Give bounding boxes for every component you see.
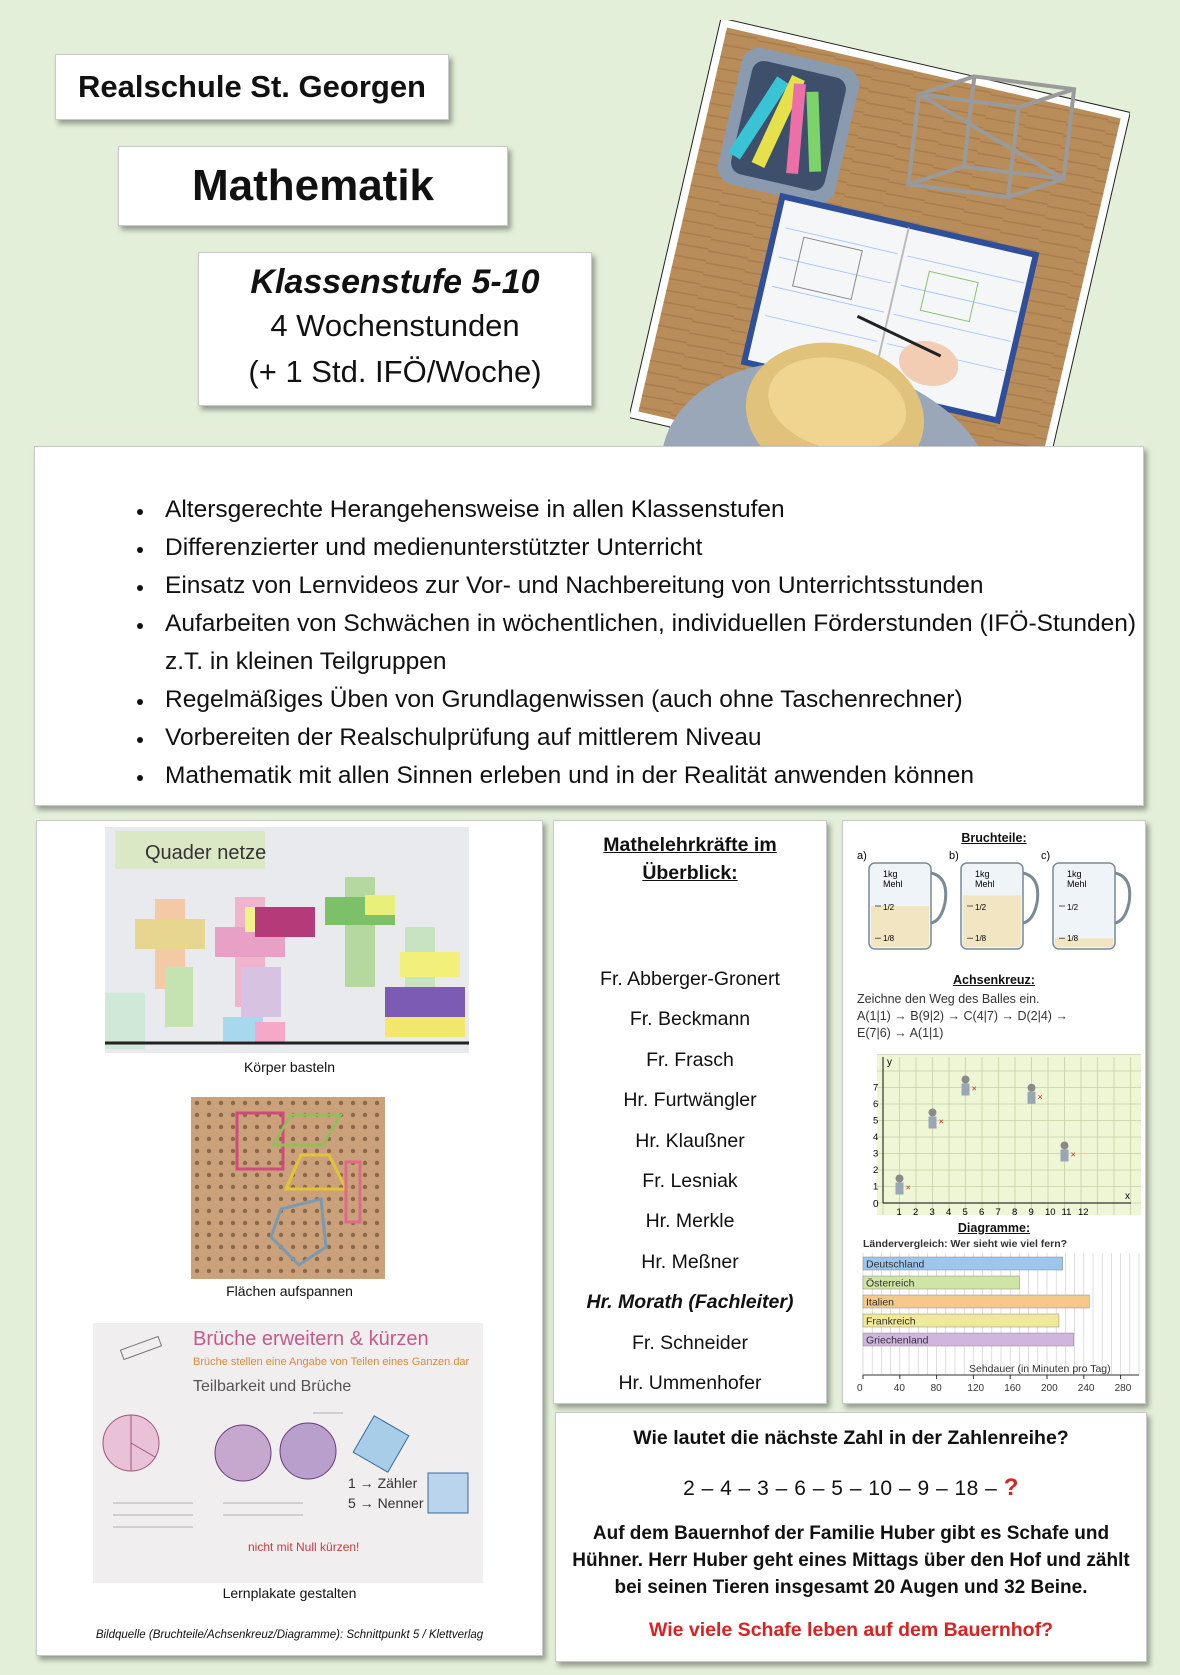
ball-mark: × bbox=[1037, 1091, 1043, 1102]
jug-fill bbox=[1055, 938, 1113, 947]
coordinate-grid bbox=[851, 1047, 1141, 1233]
y-tick-label: 5 bbox=[873, 1115, 879, 1127]
player-head bbox=[1061, 1142, 1069, 1150]
x-tick-label: 5 bbox=[962, 1207, 968, 1218]
player-head bbox=[1028, 1084, 1036, 1092]
features-box bbox=[34, 446, 1144, 806]
subject-title: Mathematik bbox=[118, 146, 508, 226]
jug-handle bbox=[1115, 873, 1130, 923]
player-body bbox=[962, 1084, 970, 1096]
x-tick-label: 7 bbox=[995, 1207, 1001, 1218]
teacher-name: Hr. Merkle bbox=[645, 1210, 735, 1233]
list-item: • Altersgerechte Herangehensweise in allen Klassenstufen bbox=[155, 491, 1143, 529]
player-body bbox=[1061, 1150, 1069, 1162]
caption-koerper: Körper basteln bbox=[243, 1059, 336, 1075]
jug-unit: 1kg bbox=[1067, 869, 1082, 879]
examples-box bbox=[842, 820, 1146, 1404]
teacher-list bbox=[554, 959, 826, 1403]
x-tick-label: 10 bbox=[1045, 1207, 1056, 1218]
jug-eighth: 1/8 bbox=[883, 934, 895, 943]
tv-bar-chart bbox=[849, 1235, 1141, 1401]
number-sequence bbox=[556, 1474, 1146, 1502]
chart-tick-label: 80 bbox=[930, 1383, 942, 1394]
x-tick-label: 12 bbox=[1078, 1207, 1089, 1218]
poster3-sub: Teilbarkeit und Brüche bbox=[193, 1378, 352, 1395]
jug-unit: 1kg bbox=[975, 869, 990, 879]
coord-path-line2: E(7|6) → A(1|1) bbox=[857, 1026, 944, 1040]
player-body bbox=[896, 1183, 904, 1195]
geoboard-image bbox=[191, 1097, 385, 1279]
y-axis-label: y bbox=[887, 1057, 892, 1068]
list-item: • Differenzierter und medienunterstützter Unterricht bbox=[155, 529, 1143, 567]
jug-word: Mehl bbox=[883, 879, 903, 889]
teacher-name: Fr. Frasch bbox=[646, 1048, 734, 1071]
x-tick-label: 6 bbox=[979, 1207, 985, 1218]
jug-handle bbox=[1023, 873, 1038, 923]
x-tick-label: 2 bbox=[913, 1207, 919, 1218]
puzzle-box bbox=[555, 1412, 1147, 1662]
jug-letter: c) bbox=[1041, 850, 1051, 862]
feature-list bbox=[155, 491, 1143, 795]
chart-tick-label: 200 bbox=[1041, 1383, 1058, 1394]
chart-bar-label: Deutschland bbox=[866, 1258, 925, 1271]
list-item: • Regelmäßiges Üben von Grundlagenwissen (auch ohne Taschenrechner) bbox=[155, 681, 1143, 719]
teacher-name: Hr. Ummenhofer bbox=[618, 1371, 762, 1394]
diagram-heading: Diagramme: bbox=[957, 1221, 1031, 1235]
coord-task bbox=[857, 991, 1068, 1042]
jug-handle bbox=[931, 873, 946, 923]
y-tick-label: 1 bbox=[873, 1181, 879, 1193]
teacher-name: Fr. Lesniak bbox=[642, 1169, 738, 1192]
jug-fill bbox=[963, 895, 1021, 947]
chart-tick-label: 40 bbox=[893, 1383, 905, 1394]
teacher-name: Fr. Beckmann bbox=[629, 1008, 751, 1031]
teachers-heading-line2: Überblick: bbox=[642, 862, 738, 884]
ball-mark: × bbox=[905, 1182, 911, 1193]
player-body bbox=[1028, 1092, 1036, 1104]
teacher-name: Hr. Furtwängler bbox=[623, 1089, 757, 1112]
sequence-text: 2 – 4 – 3 – 6 – 5 – 10 – 9 – 18 – bbox=[683, 1477, 998, 1500]
chart-tick-label: 240 bbox=[1077, 1383, 1095, 1394]
teacher-name: Hr. Meßner bbox=[641, 1250, 739, 1273]
x-tick-label: 3 bbox=[929, 1207, 935, 1218]
weekly-hours: 4 Wochenstunden bbox=[270, 308, 520, 343]
jug-letter: a) bbox=[857, 850, 867, 862]
extra-hours: (+ 1 Std. IFÖ/Woche) bbox=[248, 354, 542, 389]
jug-letter: b) bbox=[949, 850, 959, 862]
chart-bar-label: Griechenland bbox=[866, 1334, 929, 1347]
sequence-question-mark: ? bbox=[1003, 1474, 1019, 1501]
chart-tick-label: 120 bbox=[967, 1383, 985, 1394]
jug-unit: 1kg bbox=[883, 869, 898, 879]
grade-info-box bbox=[198, 252, 592, 406]
x-tick-label: 4 bbox=[946, 1207, 952, 1218]
y-tick-label: 3 bbox=[873, 1148, 879, 1160]
gallery-box bbox=[36, 820, 543, 1656]
fraction-poster-image bbox=[93, 1323, 483, 1583]
farm-question: Wie viele Schafe leben auf dem Bauernhof? bbox=[648, 1619, 1053, 1641]
x-tick-label: 8 bbox=[1012, 1207, 1018, 1218]
school-name: Realschule St. Georgen bbox=[55, 54, 449, 120]
jug-eighth: 1/8 bbox=[1067, 934, 1079, 943]
chart-tick-label: 0 bbox=[857, 1383, 863, 1394]
jug-half: 1/2 bbox=[1067, 903, 1079, 912]
coord-path-line1: A(1|1) → B(9|2) → C(4|7) → D(2|4) → bbox=[857, 1009, 1068, 1023]
list-item: • Mathematik mit allen Sinnen erleben und in der Realität anwenden können bbox=[155, 757, 1143, 795]
player-head bbox=[929, 1109, 937, 1117]
chart-bar-label: Frankreich bbox=[866, 1315, 916, 1328]
teacher-name: Fr. Abberger-Gronert bbox=[600, 968, 780, 990]
jug-word: Mehl bbox=[1067, 879, 1087, 889]
chart-tick-label: 160 bbox=[1004, 1383, 1021, 1394]
y-tick-label: 2 bbox=[873, 1165, 879, 1176]
jug-half: 1/2 bbox=[975, 903, 987, 912]
y-tick-label: 7 bbox=[873, 1082, 879, 1094]
jug-word: Mehl bbox=[975, 879, 995, 889]
x-tick-label: 1 bbox=[896, 1207, 902, 1218]
player-body bbox=[929, 1117, 937, 1129]
grid-background bbox=[877, 1055, 1141, 1215]
teacher-name: Fr. Schneider bbox=[632, 1331, 748, 1354]
svg-text:5 → Nenner: 5 → Nenner bbox=[348, 1495, 424, 1511]
teacher-name: Hr. Klaußner bbox=[635, 1129, 745, 1152]
classroom-photo bbox=[630, 20, 1130, 506]
list-item: • Vorbereiten der Realschulprüfung auf mittlerem Niveau bbox=[155, 719, 1143, 757]
chart-tick-label: 280 bbox=[1114, 1383, 1132, 1394]
teacher-name-head: Hr. Morath (Fachleiter) bbox=[586, 1291, 794, 1314]
grade-levels: Klassenstufe 5-10 bbox=[250, 263, 540, 301]
ball-mark: × bbox=[1070, 1149, 1076, 1160]
farm-story: Auf dem Bauernhof der Familie Huber gibt es Schafe und Hühner. Herr Huber geht eines Mittags über den Hof und zählt bei seinen Tieren insgesamt 20 Augen und 32 Beine. bbox=[572, 1523, 1130, 1598]
player-head bbox=[896, 1175, 904, 1183]
jug-fill bbox=[871, 906, 929, 947]
x-axis-label: x bbox=[1125, 1191, 1130, 1202]
coord-task-line: Zeichne den Weg des Balles ein. bbox=[857, 992, 1040, 1006]
teachers-heading-line1: Mathelehrkräfte im bbox=[603, 834, 777, 856]
chart-bar-label: Italien bbox=[866, 1296, 895, 1309]
chart-xlabel: Sehdauer (in Minuten pro Tag) bbox=[969, 1363, 1111, 1375]
poster3-title: Brüche erweitern & kürzen bbox=[193, 1328, 429, 1350]
sequence-question: Wie lautet die nächste Zahl in der Zahlenreihe? bbox=[633, 1427, 1069, 1449]
poster1-label: Quader netze bbox=[145, 842, 267, 864]
origin-label: 0 bbox=[873, 1199, 879, 1210]
x-tick-label: 11 bbox=[1061, 1207, 1072, 1218]
x-tick-label: 9 bbox=[1028, 1207, 1034, 1218]
y-tick-label: 4 bbox=[873, 1132, 879, 1143]
fractions-heading: Bruchteile: bbox=[961, 831, 1027, 845]
poster3-note: nicht mit Null kürzen! bbox=[248, 1540, 360, 1554]
caption-lernplakate: Lernplakate gestalten bbox=[222, 1585, 357, 1601]
chart-title: Ländervergleich: Wer sieht wie viel fern? bbox=[863, 1238, 1068, 1250]
poster3-line: Brüche stellen eine Angabe von Teilen eines Ganzen dar bbox=[193, 1356, 470, 1368]
teachers-box bbox=[553, 820, 827, 1404]
chart-bar bbox=[863, 1295, 1089, 1308]
image-source: Bildquelle (Bruchteile/Achsenkreuz/Diagramme): Schnittpunkt 5 / Klettverlag bbox=[95, 1629, 484, 1641]
jug-half: 1/2 bbox=[883, 903, 895, 912]
jugs-figure bbox=[855, 847, 1135, 957]
ball-mark: × bbox=[971, 1083, 977, 1094]
teachers-heading bbox=[554, 831, 826, 887]
coord-heading: Achsenkreuz: bbox=[953, 973, 1035, 987]
svg-text:1 → Zähler: 1 → Zähler bbox=[348, 1475, 418, 1491]
chart-ticks bbox=[857, 1375, 1132, 1394]
chart-bar-label: Österreich bbox=[866, 1277, 915, 1290]
cuboid-nets-image bbox=[105, 827, 469, 1053]
player-head bbox=[962, 1076, 970, 1084]
jug-group bbox=[857, 850, 1130, 949]
jug-eighth: 1/8 bbox=[975, 934, 987, 943]
y-tick-label: 6 bbox=[873, 1099, 879, 1110]
list-item: • Einsatz von Lernvideos zur Vor- und Nachbereitung von Unterrichtsstunden bbox=[155, 567, 1143, 605]
caption-flaechen: Flächen aufspannen bbox=[226, 1283, 353, 1299]
list-item: • Aufarbeiten von Schwächen in wöchentlichen, individuellen Förderstunden (IFÖ-Stunden) z.T. in kleinen Teilgruppen bbox=[155, 605, 1143, 681]
ball-mark: × bbox=[938, 1116, 944, 1127]
chart-bars bbox=[863, 1257, 1089, 1347]
